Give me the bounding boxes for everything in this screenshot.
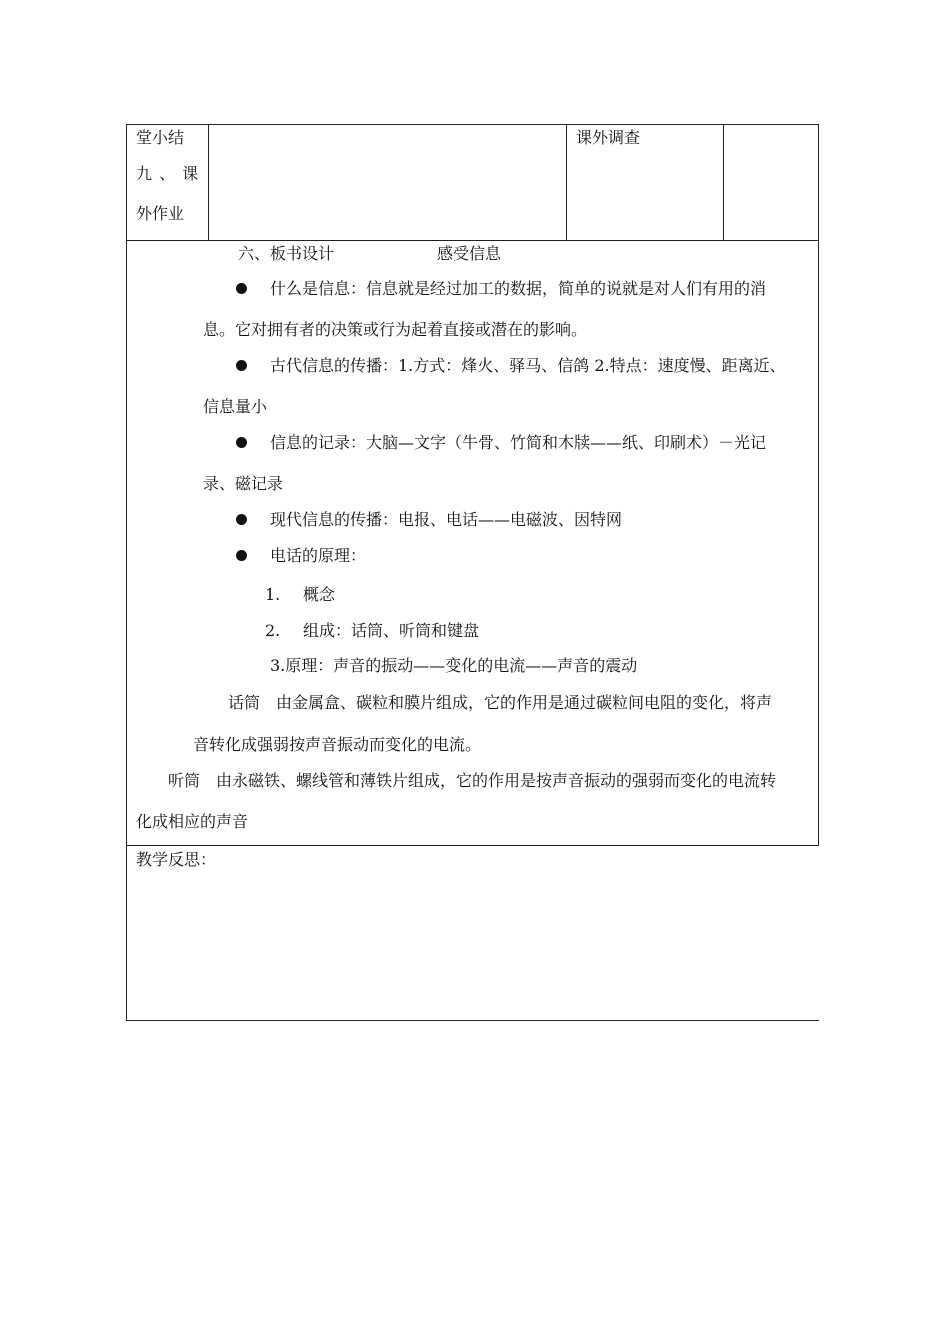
summary-label-line-2: 九 、 课 [136,164,200,183]
summary-label-line-1: 堂小结 [136,128,185,147]
item-2-line-2: 信息量小 [203,397,268,416]
sub-item-2-number: 2. [265,621,281,640]
bullet-icon [236,437,247,448]
item-3-line-1: 信息的记录：大脑—文字（牛骨、竹简和木牍——纸、印刷术）－光记 [270,433,767,452]
col-divider-2 [566,124,567,241]
item-2-line-1: 古代信息的传播：1.方式：烽火、驿马、信鸽 2.特点：速度慢、距离近、 [270,356,786,375]
table-left-border [126,124,127,1021]
receiver-line-2: 化成相应的声音 [136,812,249,831]
row-divider-2 [126,845,819,846]
receiver-line-1: 听筒 由永磁铁、螺线管和薄铁片组成，它的作用是按声音振动的强弱而变化的电流转 [168,771,777,790]
summary-label-line-3: 外作业 [136,204,185,223]
principle-line: 3.原理：声音的振动——变化的电流——声音的震动 [270,656,638,675]
board-topic: 感受信息 [437,244,502,263]
sub-item-1-text: 概念 [303,585,336,604]
bullet-icon [236,550,247,561]
reflection-label: 教学反思： [136,850,217,869]
item-1-line-1: 什么是信息：信息就是经过加工的数据，简单的说就是对人们有用的消 [270,279,767,298]
table-top-border [126,124,819,125]
table-right-border-upper [818,124,819,846]
row-divider-1 [126,240,819,241]
survey-label: 课外调查 [576,128,641,147]
item-4-line-1: 现代信息的传播：电报、电话——电磁波、因特网 [270,510,623,529]
mic-line-2: 音转化成强弱按声音振动而变化的电流。 [193,735,482,754]
bullet-icon [236,283,247,294]
bullet-icon [236,514,247,525]
col-divider-1 [208,124,209,241]
sub-item-1-number: 1. [265,585,281,604]
item-3-line-2: 录、磁记录 [203,474,284,493]
item-5-line-1: 电话的原理： [270,546,367,565]
mic-line-1: 话筒 由金属盒、碳粒和膜片组成，它的作用是通过碳粒间电阻的变化，将声 [228,693,773,712]
col-divider-3 [723,124,724,241]
bullet-icon [236,360,247,371]
table-bottom-border [126,1020,819,1021]
item-1-line-2: 息。它对拥有者的决策或行为起着直接或潜在的影响。 [203,320,588,339]
board-heading: 六、板书设计 [238,244,335,263]
sub-item-2-text: 组成：话筒、听筒和键盘 [303,621,480,640]
